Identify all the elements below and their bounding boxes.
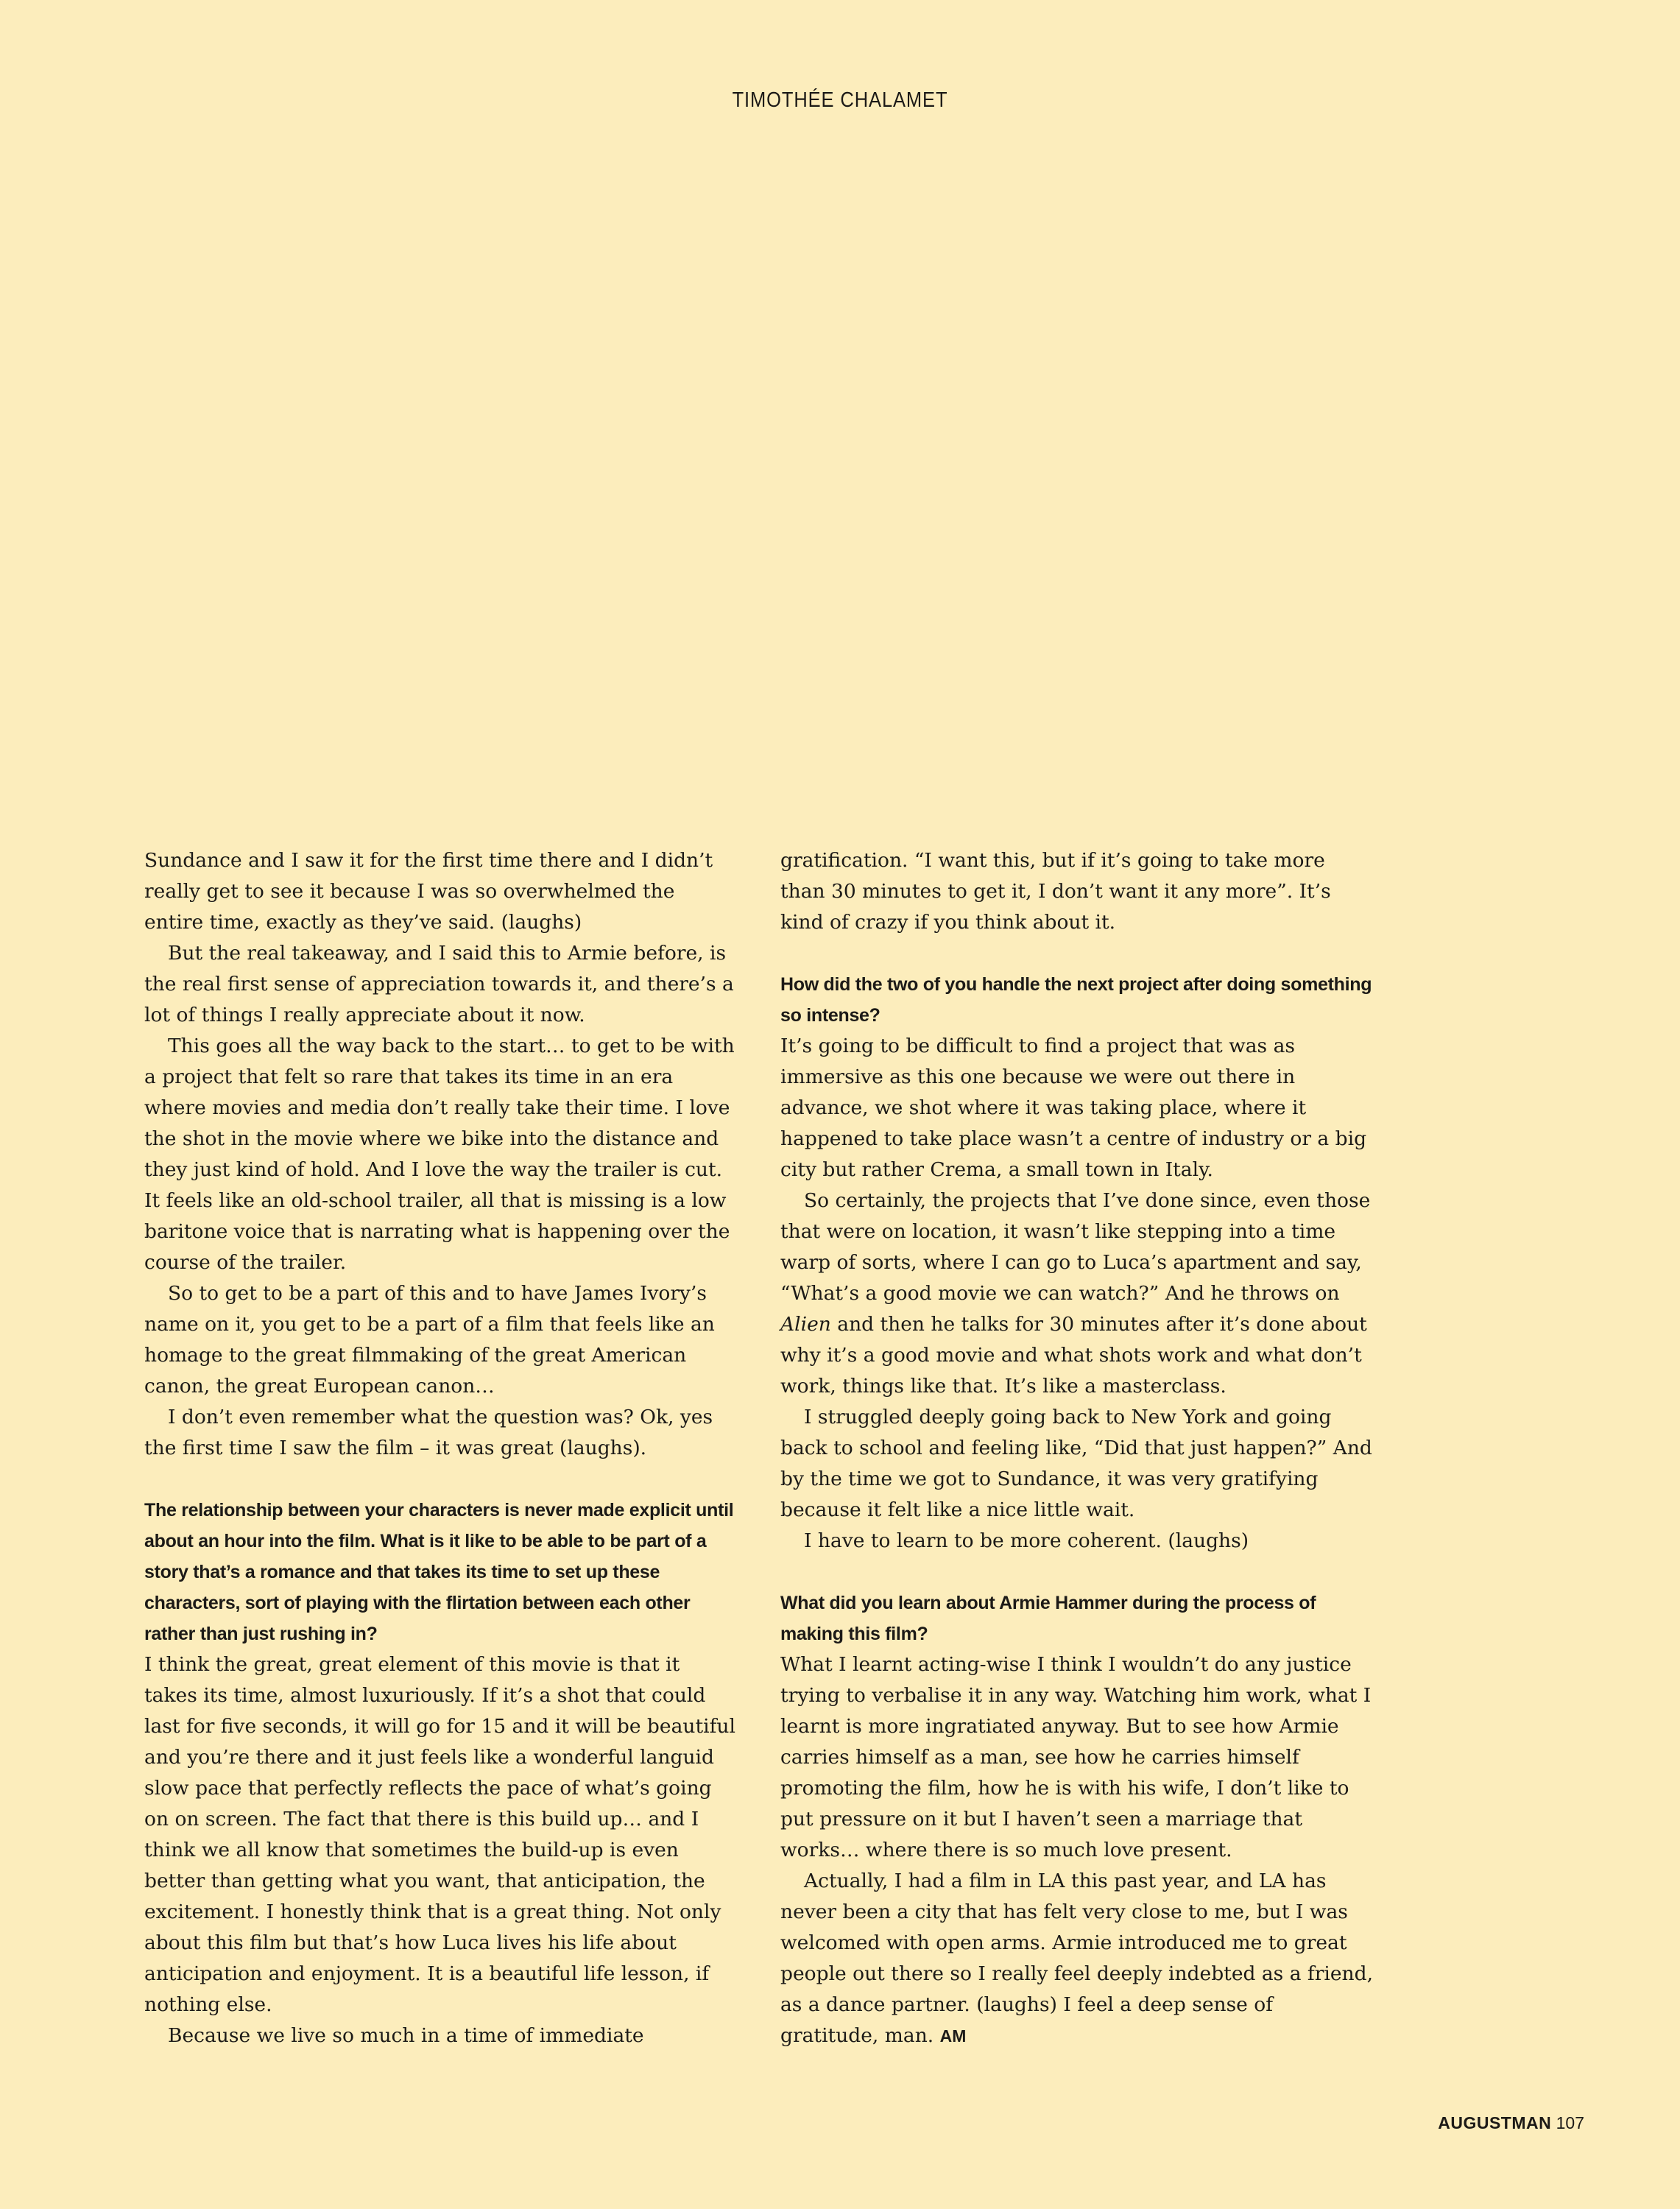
interview-answer: It’s going to be difficult to find a project that was as immersive as this one because we were out there in advance, we shot where it was taking place, where it happened to take place wasn’t a centre of industry or a big city but rather Crema, a small town in Italy. bbox=[780, 1035, 1367, 1181]
magazine-brand: AUGUSTMAN bbox=[1438, 2113, 1552, 2132]
right-column bbox=[780, 845, 1373, 2051]
interview-question: How did the two of you handle the next project after doing something so intense? bbox=[780, 974, 1372, 1026]
paragraph: I have to learn to be more coherent. (laughs) bbox=[804, 1529, 1249, 1552]
paragraph: Because we live so much in a time of immediate bbox=[168, 2024, 644, 2047]
interview-question: What did you learn about Armie Hammer during the process of making this film? bbox=[780, 1593, 1316, 1644]
paragraph: I don’t even remember what the question was? Ok, yes the first time I saw the film – it was great (laughs). bbox=[144, 1406, 713, 1459]
paragraph bbox=[780, 1185, 1373, 1402]
text-run: Actually, I had a film in LA this past year, and LA has never been a city that has felt very close to me, but I was welcomed with open arms. Armie introduced me to great people out there so I really feel deeply indebted as a friend, as a dance partner. (laughs) I feel a deep sense of gratitude, man. bbox=[780, 1870, 1374, 2047]
paragraph: I struggled deeply going back to New York and going back to school and feeling like, “Did that just happen?” And by the time we got to Sundance, it was very gratifying because it felt like a nice little wait. bbox=[780, 1406, 1372, 1521]
film-title-italic: Alien bbox=[780, 1313, 831, 1336]
paragraph: So to get to be a part of this and to have James Ivory’s name on it, you get to be a part of a film that feels like an homage to the great filmmaking of the great American canon, the great European canon… bbox=[144, 1282, 715, 1398]
page-footer bbox=[1438, 2113, 1584, 2133]
page-number: 107 bbox=[1556, 2113, 1584, 2132]
page-header-title: TIMOTHÉE CHALAMET bbox=[732, 88, 948, 112]
interview-question: The relationship between your characters is never made explicit until about an hour into the film. What is it like to be able to be part of a story that’s a romance and that takes its time to set up these characters, sort of playing with the flirtation between each other rather than just rushing in? bbox=[144, 1500, 734, 1644]
end-signoff: AM bbox=[939, 2026, 967, 2046]
interview-answer: I think the great, great element of this movie is that it takes its time, almost luxuriously. If it’s a shot that could last for five seconds, it will go for 15 and it will be beautiful and you’re there and it just feels like a wonderful languid slow pace that perfectly reflects the pace of what’s going on on screen. The fact that there is this build up… and I think we all know that sometimes the build-up is even better than getting what you want, that anticipation, the excitement. I honestly think that is a great thing. Not only about this film but that’s how Luca lives his life about anticipation and enjoyment. It is a beautiful life lesson, if nothing else. bbox=[144, 1653, 735, 2016]
paragraph: Sundance and I saw it for the first time there and I didn’t really get to see it because I was so overwhelmed the entire time, exactly as they’ve said. (laughs) bbox=[144, 849, 713, 934]
paragraph: gratification. “I want this, but if it’s going to take more than 30 minutes to get it, I don’t want it any more”. It’s kind of crazy if you think about it. bbox=[780, 849, 1331, 934]
left-column bbox=[144, 845, 737, 2051]
paragraph bbox=[780, 1866, 1373, 2051]
interview-answer: What I learnt acting-wise I think I wouldn’t do any justice trying to verbalise it in any way. Watching him work, what I learnt is more ingratiated anyway. But to see how Armie carries himself as a man, see how he carries himself promoting the film, how he is with his wife, I don’t like to put pressure on it but I haven’t seen a marriage that works… where there is so much love present. bbox=[780, 1653, 1372, 1861]
text-run: So certainly, the projects that I’ve done since, even those that were on location, it wasn’t like stepping into a time warp of sorts, where I can go to Luca’s apartment and say, “What’s a good movie we can watch?” And he throws on bbox=[780, 1189, 1371, 1305]
paragraph: But the real takeaway, and I said this to Armie before, is the real first sense of appreciation towards it, and there’s a lot of things I really appreciate about it now. bbox=[144, 942, 734, 1026]
text-run: and then he talks for 30 minutes after it’s done about why it’s a good movie and what shots work and what don’t work, things like that. It’s like a masterclass. bbox=[780, 1313, 1367, 1398]
paragraph: This goes all the way back to the start… to get to be with a project that felt so rare that takes its time in an era where movies and media don’t really take their time. I love the shot in the movie where we bike into the distance and they just kind of hold. And I love the way the trailer is cut. It feels like an old-school trailer, all that is missing is a low baritone voice that is narrating what is happening over the course of the trailer. bbox=[144, 1035, 735, 1274]
